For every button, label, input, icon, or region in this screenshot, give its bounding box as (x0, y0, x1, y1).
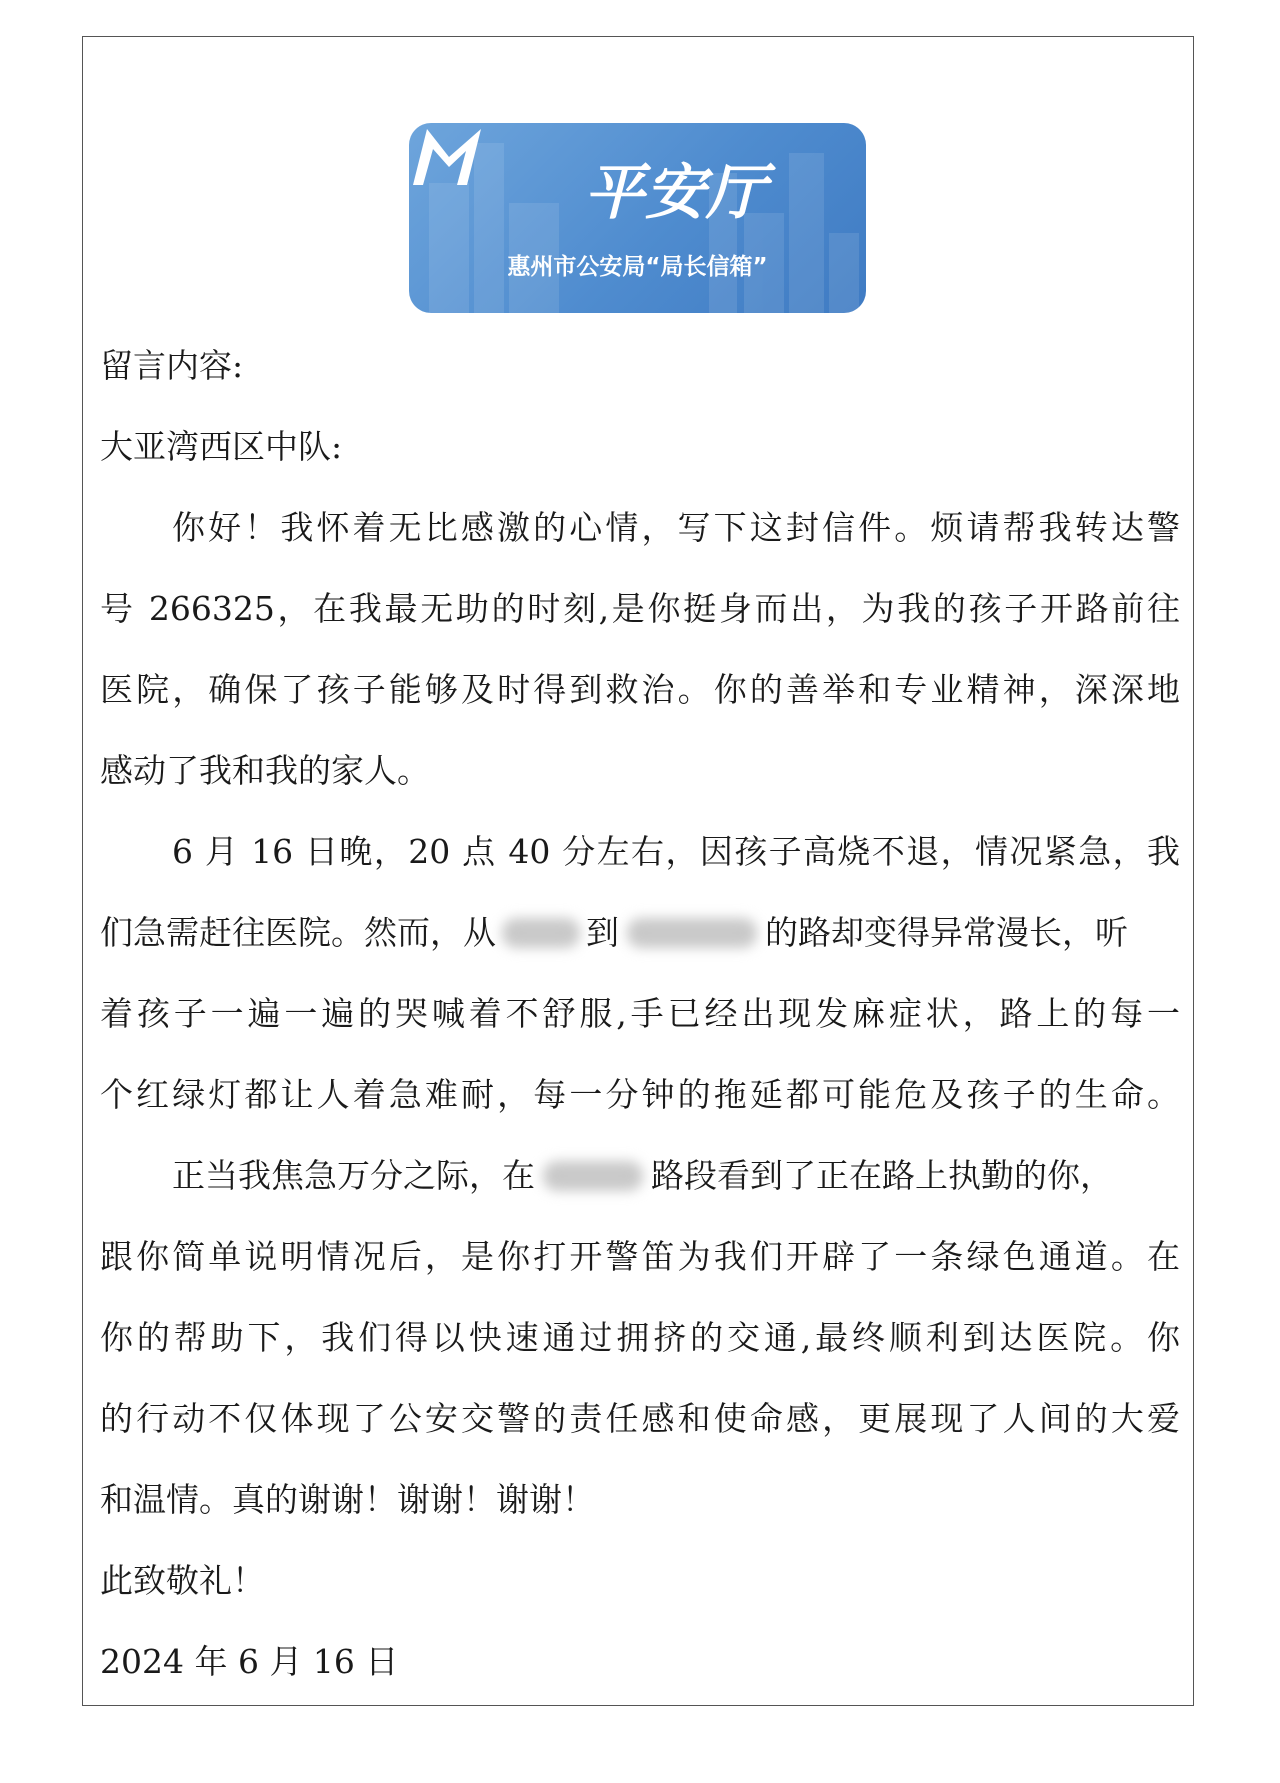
paragraph-3-line-1 (172, 1156, 1180, 1195)
letter-recipient: 大亚湾西区中队: (100, 427, 343, 466)
paragraph-2-line-3: 着孩子一遍一遍的哭喊着不舒服,手已经出现发麻症状，路上的每一 (100, 994, 1180, 1033)
paragraph-3-line-1-part-a: 正当我焦急万分之际，在 (172, 1156, 535, 1195)
letter-closing: 此致敬礼！ (100, 1561, 265, 1600)
paragraph-3-line-5: 和温情。真的谢谢！谢谢！谢谢！ (100, 1480, 595, 1519)
paragraph-2-line-1: 6 月 16 日晚，20 点 40 分左右，因孩子高烧不退，情况紧急，我 (172, 832, 1180, 871)
paragraph-3-line-1-part-b: 路段看到了正在路上执勤的你， (651, 1156, 1113, 1195)
banner-title: 平安厅 (584, 158, 767, 228)
mail-envelope-icon (409, 123, 487, 189)
redacted-origin (502, 918, 580, 948)
paragraph-2-line-2-part-c: 的路却变得异常漫长，听 (765, 913, 1128, 952)
paragraph-1-line-1: 你好！我怀着无比感激的心情，写下这封信件。烦请帮我转达警 (172, 508, 1180, 547)
paragraph-3-line-4: 的行动不仅体现了公安交警的责任感和使命感，更展现了人间的大爱 (100, 1399, 1180, 1438)
redacted-destination (627, 918, 757, 948)
paragraph-1-line-3: 医院，确保了孩子能够及时得到救治。你的善举和专业精神，深深地 (100, 670, 1180, 709)
paragraph-2-line-2 (100, 913, 1180, 952)
paragraph-3-line-3: 你的帮助下，我们得以快速通过拥挤的交通,最终顺利到达医院。你 (100, 1318, 1180, 1357)
banner-subtitle: 惠州市公安局“局长信箱” (507, 254, 768, 280)
paragraph-2-line-4: 个红绿灯都让人着急难耐，每一分钟的拖延都可能危及孩子的生命。 (100, 1075, 1180, 1114)
paragraph-1-line-2: 号 266325，在我最无助的时刻,是你挺身而出，为我的孩子开路前往 (100, 589, 1180, 628)
paragraph-2-line-2-part-a: 们急需赶往医院。然而，从 (100, 913, 496, 952)
mailbox-banner (409, 123, 866, 313)
paragraph-1-line-4: 感动了我和我的家人。 (100, 751, 430, 790)
letter-heading: 留言内容: (100, 346, 244, 385)
paragraph-2-line-2-part-b: 到 (586, 913, 619, 952)
redacted-road-section (543, 1161, 643, 1191)
letter-date: 2024 年 6 月 16 日 (100, 1642, 399, 1681)
paragraph-3-line-2: 跟你简单说明情况后，是你打开警笛为我们开辟了一条绿色通道。在 (100, 1237, 1180, 1276)
